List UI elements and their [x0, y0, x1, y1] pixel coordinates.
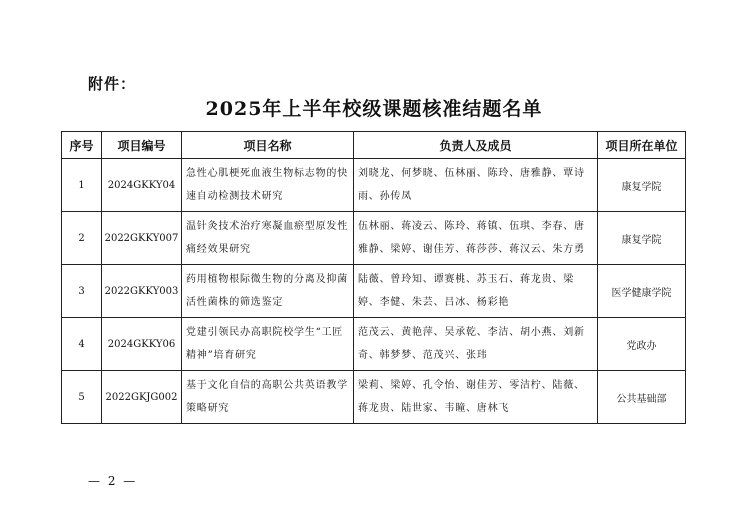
cell-members: 刘晓龙、何梦晓、伍林丽、陈玲、唐雅静、覃诗雨、孙传凤	[354, 159, 598, 212]
table-header-row	[62, 132, 686, 159]
cell-seq: 1	[62, 159, 102, 212]
cell-code: 2024GKKY06	[102, 318, 182, 371]
cell-name: 温针灸技术治疗寒凝血瘀型原发性痛经效果研究	[182, 212, 354, 265]
cell-unit: 医学健康学院	[598, 265, 686, 318]
page-number: — 2 —	[88, 474, 138, 488]
header-members: 负责人及成员	[354, 132, 598, 159]
cell-unit: 康复学院	[598, 212, 686, 265]
cell-seq: 5	[62, 371, 102, 424]
cell-name: 急性心肌梗死血液生物标志物的快速自动检测技术研究	[182, 159, 354, 212]
cell-members: 梁莉、梁婷、孔令怡、谢佳芳、零洁柠、陆薇、蒋龙贵、陆世家、韦瞳、唐林飞	[354, 371, 598, 424]
cell-code: 2022GKKY007	[102, 212, 182, 265]
document-title: 2025年上半年校级课题核准结题名单	[205, 98, 543, 120]
table-row	[62, 265, 686, 318]
cell-code: 2022GKJG002	[102, 371, 182, 424]
header-name: 项目名称	[182, 132, 354, 159]
table-row	[62, 318, 686, 371]
cell-unit: 公共基础部	[598, 371, 686, 424]
attachment-label: 附件：	[88, 75, 137, 93]
cell-code: 2022GKKY003	[102, 265, 182, 318]
cell-unit: 康复学院	[598, 159, 686, 212]
table-row	[62, 212, 686, 265]
cell-members: 伍林丽、蒋凌云、陈玲、蒋镇、伍琪、李春、唐雅静、梁婷、谢佳芳、蒋莎莎、蒋汉云、朱方勇	[354, 212, 598, 265]
cell-code: 2024GKKY04	[102, 159, 182, 212]
cell-name: 药用植物根际微生物的分离及抑菌活性菌株的筛选鉴定	[182, 265, 354, 318]
cell-unit: 党政办	[598, 318, 686, 371]
header-unit: 项目所在单位	[598, 132, 686, 159]
cell-members: 范茂云、黄艳萍、吴承乾、李洁、胡小燕、刘新奇、韩梦梦、范茂兴、张玮	[354, 318, 598, 371]
cell-seq: 3	[62, 265, 102, 318]
project-table	[61, 131, 686, 424]
cell-seq: 4	[62, 318, 102, 371]
cell-name: 基于文化自信的高职公共英语教学策略研究	[182, 371, 354, 424]
table-row	[62, 159, 686, 212]
table-row	[62, 371, 686, 424]
header-code: 项目编号	[102, 132, 182, 159]
cell-members: 陆薇、曾玲知、谭赛桃、苏玉石、蒋龙贵、梁婷、李健、朱芸、吕冰、杨彩艳	[354, 265, 598, 318]
cell-name: 党建引领民办高职院校学生“工匠精神”培育研究	[182, 318, 354, 371]
cell-seq: 2	[62, 212, 102, 265]
header-seq: 序号	[62, 132, 102, 159]
